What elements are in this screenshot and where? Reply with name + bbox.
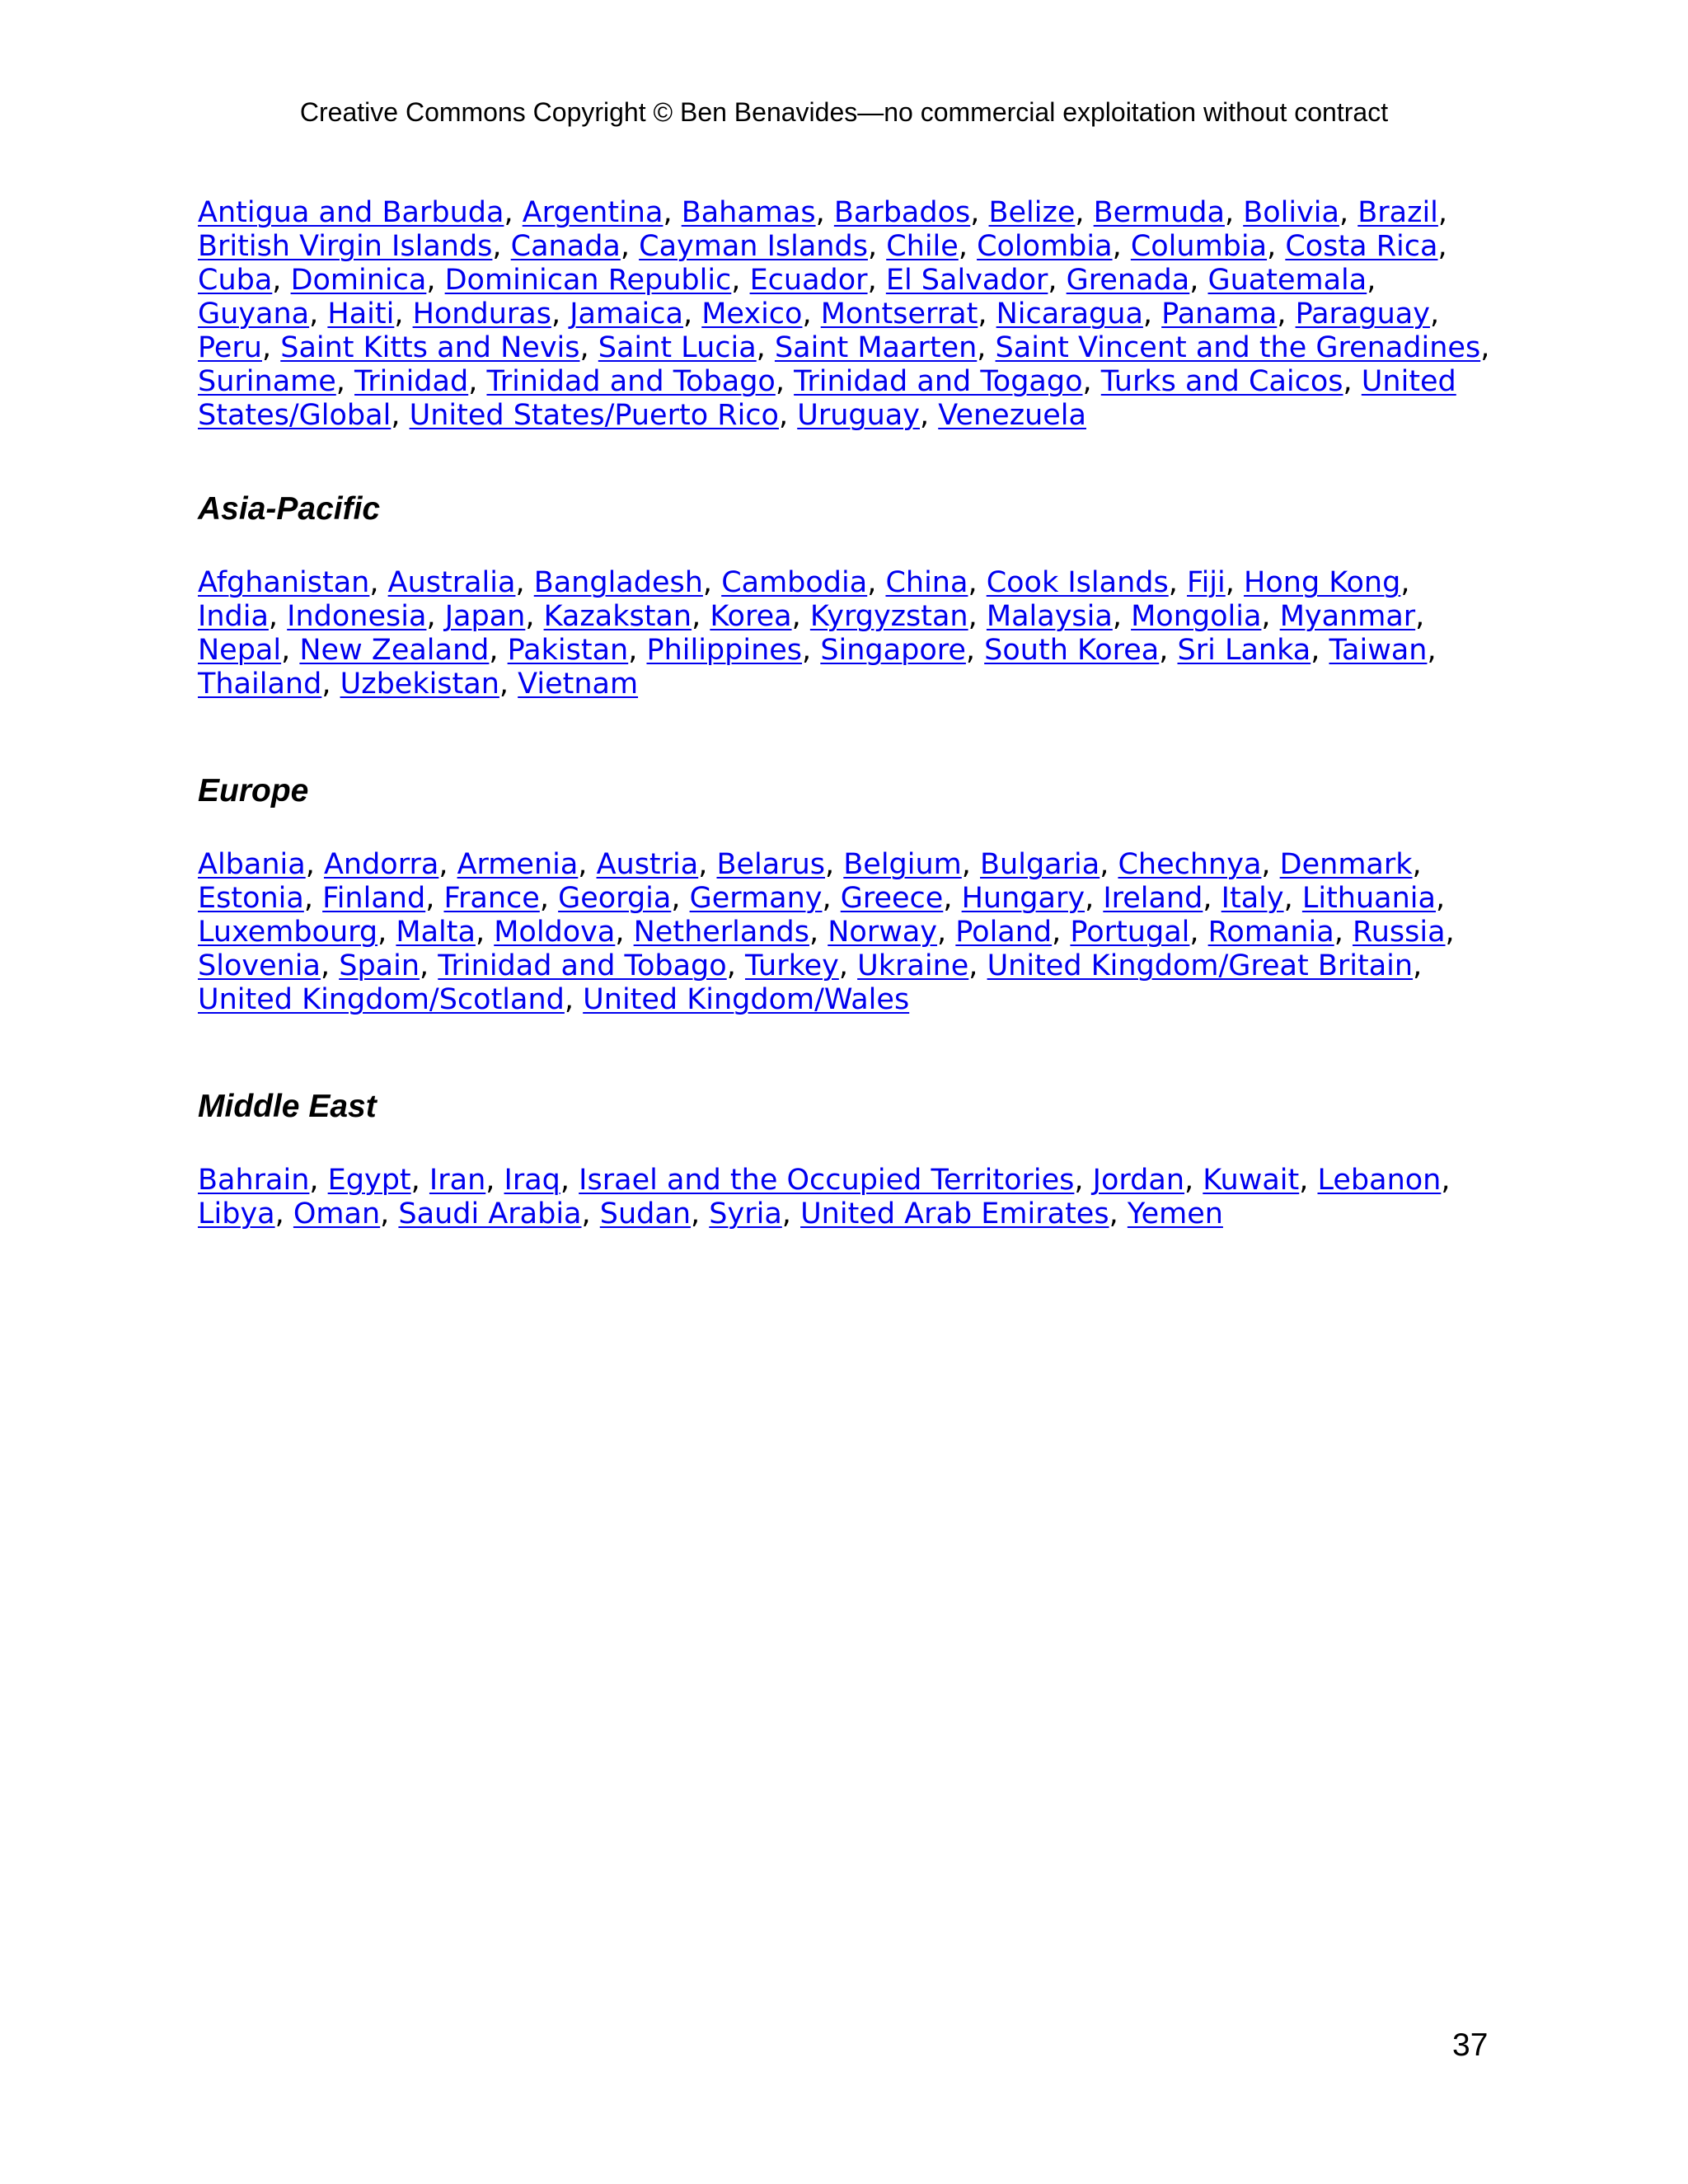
- country-link[interactable]: Oman: [293, 1197, 381, 1230]
- list-separator: ,: [261, 331, 281, 364]
- list-separator: ,: [1100, 848, 1118, 881]
- list-separator: ,: [1168, 566, 1187, 599]
- country-link[interactable]: Bangladesh: [533, 566, 703, 599]
- list-separator: ,: [1224, 196, 1244, 229]
- country-link[interactable]: Bulgaria: [980, 848, 1100, 881]
- country-link[interactable]: Poland: [955, 916, 1053, 949]
- country-link[interactable]: Brazil: [1357, 196, 1438, 229]
- list-separator: ,: [968, 600, 987, 633]
- list-separator: ,: [515, 566, 534, 599]
- list-separator: ,: [1267, 230, 1286, 263]
- list-separator: ,: [272, 264, 291, 297]
- country-link[interactable]: Israel and the Occupied Territories: [579, 1164, 1075, 1197]
- country-link[interactable]: Barbados: [833, 196, 971, 229]
- list-separator: ,: [1142, 298, 1162, 330]
- country-link[interactable]: Austria: [596, 848, 699, 881]
- list-separator: ,: [426, 264, 445, 297]
- list-separator: ,: [426, 600, 445, 633]
- country-list-americas: [198, 196, 1492, 433]
- country-link[interactable]: Argentina: [522, 196, 663, 229]
- list-separator: ,: [1445, 916, 1455, 949]
- country-link[interactable]: Afghanistan: [198, 566, 370, 599]
- list-separator: ,: [1413, 949, 1423, 982]
- list-separator: ,: [1480, 331, 1490, 364]
- list-separator: ,: [756, 331, 775, 364]
- country-link[interactable]: Hong Kong: [1244, 566, 1401, 599]
- country-link[interactable]: Colombia: [977, 230, 1113, 263]
- country-link[interactable]: Pakistan: [507, 634, 629, 667]
- country-link[interactable]: Ireland: [1103, 882, 1203, 915]
- list-separator: ,: [578, 848, 597, 881]
- country-link[interactable]: Turkey: [744, 949, 839, 982]
- country-link[interactable]: Honduras: [412, 298, 551, 330]
- list-separator: ,: [560, 1164, 579, 1197]
- country-link[interactable]: Venezuela: [938, 399, 1086, 432]
- country-link[interactable]: Cook Islands: [986, 566, 1169, 599]
- country-link[interactable]: Lithuania: [1301, 882, 1436, 915]
- list-separator: ,: [867, 566, 886, 599]
- list-separator: ,: [867, 264, 886, 297]
- country-link[interactable]: Jordan: [1092, 1164, 1185, 1197]
- country-link[interactable]: Greece: [840, 882, 944, 915]
- list-separator: ,: [682, 298, 702, 330]
- list-separator: ,: [1189, 264, 1208, 297]
- list-separator: ,: [380, 1197, 399, 1230]
- country-link[interactable]: Guatemala: [1207, 264, 1367, 297]
- list-separator: ,: [303, 882, 323, 915]
- country-link[interactable]: Saint Vincent and the Grenadines: [995, 331, 1481, 364]
- country-link[interactable]: Ukraine: [857, 949, 969, 982]
- list-separator: ,: [1367, 264, 1376, 297]
- country-link[interactable]: Haiti: [327, 298, 395, 330]
- country-link[interactable]: Kyrgyzstan: [809, 600, 968, 633]
- list-separator: ,: [628, 634, 647, 667]
- country-link[interactable]: Hungary: [961, 882, 1085, 915]
- country-link[interactable]: Spain: [339, 949, 420, 982]
- list-separator: ,: [867, 230, 887, 263]
- country-list-europe: [198, 848, 1492, 1017]
- country-link[interactable]: El Salvador: [885, 264, 1048, 297]
- country-link[interactable]: Uzbekistan: [340, 668, 499, 701]
- country-link[interactable]: Saint Maarten: [774, 331, 978, 364]
- list-separator: ,: [377, 916, 396, 949]
- list-separator: ,: [1343, 365, 1362, 398]
- list-separator: ,: [309, 298, 328, 330]
- list-separator: ,: [335, 365, 355, 398]
- country-link[interactable]: Belize: [988, 196, 1076, 229]
- list-separator: ,: [968, 949, 987, 982]
- list-separator: ,: [968, 566, 987, 599]
- country-link[interactable]: Dominican Republic: [444, 264, 732, 297]
- list-separator: ,: [919, 399, 939, 432]
- list-separator: ,: [1400, 566, 1410, 599]
- country-link[interactable]: United Arab Emirates: [800, 1197, 1109, 1230]
- country-link[interactable]: Romania: [1207, 916, 1334, 949]
- country-link[interactable]: Korea: [710, 600, 792, 633]
- list-separator: ,: [1074, 1164, 1093, 1197]
- list-separator: ,: [564, 983, 584, 1016]
- country-link[interactable]: Chechnya: [1118, 848, 1262, 881]
- country-link[interactable]: Uruguay: [797, 399, 920, 432]
- country-link[interactable]: Albania: [198, 848, 306, 881]
- list-separator: ,: [1311, 634, 1329, 667]
- country-link[interactable]: Syria: [709, 1197, 782, 1230]
- list-separator: ,: [268, 600, 288, 633]
- list-separator: ,: [726, 949, 745, 982]
- country-link[interactable]: Trinidad: [354, 365, 469, 398]
- country-link[interactable]: Vietnam: [518, 668, 639, 701]
- list-separator: ,: [475, 916, 495, 949]
- list-separator: ,: [1437, 196, 1448, 229]
- list-separator: ,: [321, 668, 340, 701]
- list-separator: ,: [1441, 1164, 1451, 1197]
- list-separator: ,: [468, 365, 487, 398]
- country-link[interactable]: Saint Kitts and Nevis: [280, 331, 580, 364]
- country-link[interactable]: Mexico: [701, 298, 803, 330]
- country-link[interactable]: Costa Rica: [1285, 230, 1438, 263]
- country-link[interactable]: Germany: [689, 882, 823, 915]
- country-link[interactable]: Montserrat: [820, 298, 978, 330]
- country-link[interactable]: Bahamas: [681, 196, 816, 229]
- list-separator: ,: [1437, 230, 1447, 263]
- list-separator: ,: [961, 848, 981, 881]
- country-link[interactable]: China: [885, 566, 968, 599]
- country-link[interactable]: Nicaragua: [996, 298, 1143, 330]
- list-separator: ,: [1277, 298, 1296, 330]
- list-separator: ,: [778, 399, 798, 432]
- country-link[interactable]: Cayman Islands: [639, 230, 868, 263]
- country-link[interactable]: Armenia: [457, 848, 579, 881]
- country-link[interactable]: Netherlands: [633, 916, 809, 949]
- country-link[interactable]: Turks and Caicos: [1100, 365, 1343, 398]
- country-link[interactable]: France: [443, 882, 540, 915]
- list-separator: ,: [620, 230, 640, 263]
- country-link[interactable]: Cambodia: [721, 566, 868, 599]
- country-link[interactable]: Guyana: [198, 298, 310, 330]
- list-separator: ,: [391, 399, 410, 432]
- copyright-header: Creative Commons Copyright © Ben Benavides—no commercial exploitation without contract: [299, 97, 1389, 127]
- list-separator: ,: [663, 196, 682, 229]
- list-separator: ,: [838, 949, 858, 982]
- list-separator: ,: [492, 230, 511, 263]
- list-separator: ,: [1225, 566, 1245, 599]
- list-separator: ,: [1203, 882, 1221, 915]
- country-link[interactable]: Suriname: [198, 365, 336, 398]
- list-separator: ,: [1112, 230, 1131, 263]
- list-separator: ,: [1261, 848, 1280, 881]
- list-separator: ,: [825, 848, 844, 881]
- country-link[interactable]: Nepal: [198, 634, 282, 667]
- list-separator: ,: [958, 230, 978, 263]
- country-link[interactable]: Sudan: [599, 1197, 692, 1230]
- list-separator: ,: [1189, 916, 1208, 949]
- country-link[interactable]: Antigua and Barbuda: [198, 196, 504, 229]
- list-separator: ,: [410, 1164, 429, 1197]
- country-list-middle-east: [198, 1164, 1492, 1231]
- list-separator: ,: [702, 566, 722, 599]
- list-separator: ,: [731, 264, 750, 297]
- country-link[interactable]: New Zealand: [299, 634, 490, 667]
- list-separator: ,: [822, 882, 841, 915]
- country-link[interactable]: Jamaica: [570, 298, 683, 330]
- country-link[interactable]: Thailand: [198, 668, 322, 701]
- country-link[interactable]: Trinidad and Togago: [794, 365, 1083, 398]
- country-link[interactable]: Grenada: [1066, 264, 1190, 297]
- list-separator: ,: [1048, 264, 1067, 297]
- country-link[interactable]: Georgia: [558, 882, 672, 915]
- country-link[interactable]: Australia: [387, 566, 516, 599]
- country-link[interactable]: Cuba: [198, 264, 273, 297]
- list-separator: ,: [943, 882, 962, 915]
- country-link[interactable]: Moldova: [494, 916, 616, 949]
- country-link[interactable]: Egypt: [327, 1164, 411, 1197]
- list-separator: ,: [802, 634, 821, 667]
- country-link[interactable]: Denmark: [1279, 848, 1413, 881]
- country-link[interactable]: United Kingdom/Great Britain: [987, 949, 1414, 982]
- list-separator: ,: [775, 365, 795, 398]
- list-separator: ,: [1085, 882, 1104, 915]
- list-separator: ,: [1075, 196, 1094, 229]
- list-separator: ,: [551, 298, 570, 330]
- country-link[interactable]: Libya: [198, 1197, 275, 1230]
- list-separator: ,: [781, 1197, 801, 1230]
- list-separator: ,: [504, 196, 523, 229]
- country-link[interactable]: Slovenia: [198, 949, 321, 982]
- list-separator: ,: [1109, 1197, 1128, 1230]
- list-separator: ,: [485, 1164, 504, 1197]
- country-link[interactable]: Malta: [396, 916, 476, 949]
- list-separator: ,: [420, 949, 438, 982]
- list-separator: ,: [579, 331, 598, 364]
- list-separator: ,: [1112, 600, 1132, 633]
- country-link[interactable]: India: [198, 600, 269, 633]
- country-link[interactable]: South Korea: [984, 634, 1160, 667]
- list-separator: ,: [802, 298, 821, 330]
- list-separator: ,: [978, 298, 996, 330]
- country-link[interactable]: Iraq: [504, 1164, 560, 1197]
- document-body: [198, 196, 1492, 1231]
- list-separator: ,: [581, 1197, 600, 1230]
- list-separator: ,: [791, 600, 810, 633]
- country-link[interactable]: United States/Puerto Rico: [409, 399, 779, 432]
- country-link[interactable]: Estonia: [198, 882, 304, 915]
- list-separator: ,: [539, 882, 559, 915]
- list-separator: ,: [525, 600, 544, 633]
- list-separator: ,: [425, 882, 444, 915]
- country-link[interactable]: Canada: [510, 230, 621, 263]
- list-separator: ,: [1159, 634, 1178, 667]
- country-link[interactable]: Belarus: [716, 848, 826, 881]
- list-separator: ,: [815, 196, 834, 229]
- country-link[interactable]: Russia: [1352, 916, 1446, 949]
- country-link[interactable]: Yemen: [1127, 1197, 1223, 1230]
- country-link[interactable]: Paraguay: [1295, 298, 1430, 330]
- country-link[interactable]: Panama: [1161, 298, 1278, 330]
- country-link[interactable]: Belgium: [843, 848, 962, 881]
- list-separator: ,: [1052, 916, 1071, 949]
- page-number: 37: [1452, 2027, 1489, 2063]
- list-separator: ,: [1283, 882, 1302, 915]
- list-separator: ,: [965, 634, 985, 667]
- country-link[interactable]: Indonesia: [287, 600, 427, 633]
- country-link[interactable]: Portugal: [1070, 916, 1190, 949]
- country-link[interactable]: Trinidad and Tobago: [438, 949, 727, 982]
- country-link[interactable]: Trinidad and Tobago: [486, 365, 776, 398]
- country-link[interactable]: Saudi Arabia: [398, 1197, 582, 1230]
- list-separator: ,: [970, 196, 989, 229]
- list-separator: ,: [1427, 634, 1437, 667]
- list-separator: ,: [1339, 196, 1358, 229]
- country-link[interactable]: Mongolia: [1131, 600, 1262, 633]
- list-separator: ,: [1082, 365, 1101, 398]
- list-separator: ,: [691, 1197, 710, 1230]
- country-link[interactable]: Fiji: [1187, 566, 1226, 599]
- country-link[interactable]: Dominica: [290, 264, 427, 297]
- country-link[interactable]: Bermuda: [1093, 196, 1225, 229]
- country-link[interactable]: United Kingdom/Wales: [583, 983, 910, 1016]
- country-link[interactable]: Sri Lanka: [1177, 634, 1311, 667]
- list-separator: ,: [1412, 848, 1422, 881]
- country-link[interactable]: Iran: [429, 1164, 486, 1197]
- list-separator: ,: [1299, 1164, 1318, 1197]
- list-separator: ,: [309, 1164, 328, 1197]
- country-link[interactable]: Norway: [828, 916, 938, 949]
- country-link[interactable]: Myanmar: [1279, 600, 1416, 633]
- list-separator: ,: [274, 1197, 293, 1230]
- list-separator: ,: [1261, 600, 1280, 633]
- country-link[interactable]: Andorra: [323, 848, 439, 881]
- country-link[interactable]: Luxembourg: [198, 916, 378, 949]
- country-link[interactable]: Saint Lucia: [598, 331, 757, 364]
- list-separator: ,: [369, 566, 388, 599]
- country-link[interactable]: Taiwan: [1329, 634, 1428, 667]
- country-link[interactable]: Italy: [1221, 882, 1284, 915]
- list-separator: ,: [809, 916, 828, 949]
- country-list-asia-pacific: [198, 566, 1492, 701]
- country-link[interactable]: Peru: [198, 331, 262, 364]
- country-link[interactable]: Lebanon: [1317, 1164, 1442, 1197]
- country-link[interactable]: Japan: [444, 600, 526, 633]
- list-separator: ,: [1415, 600, 1425, 633]
- list-separator: ,: [489, 634, 508, 667]
- section-heading-middle-east: Middle East: [198, 1089, 377, 1124]
- list-separator: ,: [615, 916, 634, 949]
- list-separator: ,: [394, 298, 413, 330]
- country-link[interactable]: Philippines: [646, 634, 803, 667]
- list-separator: ,: [977, 331, 996, 364]
- list-separator: ,: [692, 600, 710, 633]
- country-link[interactable]: Chile: [886, 230, 959, 263]
- list-separator: ,: [499, 668, 518, 701]
- country-link[interactable]: Columbia: [1130, 230, 1268, 263]
- list-separator: ,: [1429, 298, 1440, 330]
- country-link[interactable]: Bahrain: [198, 1164, 310, 1197]
- section-heading-europe: Europe: [198, 773, 309, 808]
- country-link[interactable]: Finland: [322, 882, 426, 915]
- list-separator: ,: [305, 848, 324, 881]
- list-separator: ,: [937, 916, 956, 949]
- section-heading-asia-pacific: Asia-Pacific: [198, 491, 381, 527]
- list-separator: ,: [320, 949, 340, 982]
- country-link[interactable]: British Virgin Islands: [198, 230, 493, 263]
- country-link[interactable]: Singapore: [820, 634, 966, 667]
- country-link[interactable]: United Kingdom/Scotland: [198, 983, 565, 1016]
- country-link[interactable]: Malaysia: [986, 600, 1113, 633]
- list-separator: ,: [698, 848, 717, 881]
- list-separator: ,: [281, 634, 300, 667]
- country-link[interactable]: United States/Global: [198, 365, 1456, 432]
- list-separator: ,: [1435, 882, 1446, 915]
- country-link[interactable]: Kazakstan: [543, 600, 692, 633]
- list-separator: ,: [1184, 1164, 1203, 1197]
- list-separator: ,: [438, 848, 457, 881]
- list-separator: ,: [1334, 916, 1353, 949]
- country-link[interactable]: Bolivia: [1243, 196, 1339, 229]
- list-separator: ,: [671, 882, 690, 915]
- country-link[interactable]: Kuwait: [1203, 1164, 1300, 1197]
- country-link[interactable]: Ecuador: [749, 264, 868, 297]
